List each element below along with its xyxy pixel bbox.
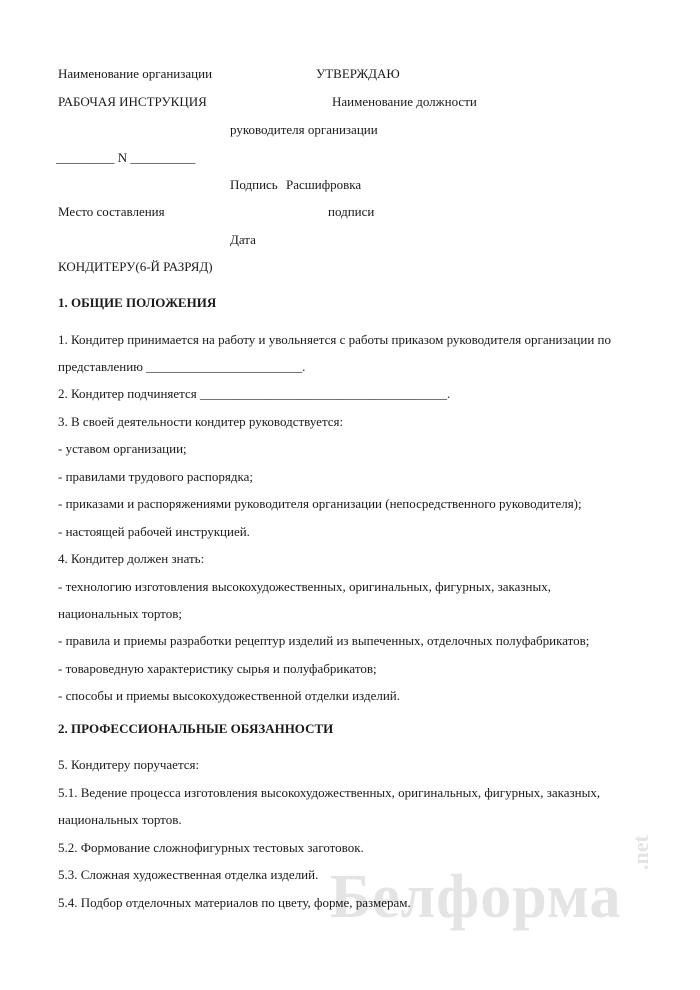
paragraph-line: 5. Кондитеру поручается: [58, 757, 200, 772]
number-line: _________ N __________ [56, 150, 196, 165]
list-item: - приказами и распоряжениями руководителя организации (непосредственного руководителя); [58, 496, 582, 511]
doc-type: РАБОЧАЯ ИНСТРУКЦИЯ [58, 94, 207, 109]
list-item: - технологию изготовления высокохудожественных, оригинальных, фигурных, заказных, [58, 579, 551, 594]
paragraph-line: 5.3. Сложная художественная отделка изделий. [58, 867, 319, 882]
paragraph-line: представлению ________________________. [58, 359, 306, 374]
paragraph-line: 5.1. Ведение процесса изготовления высокохудожественных, оригинальных, фигурных, заказных, [58, 785, 601, 800]
approve-label: УТВЕРЖДАЮ [316, 66, 400, 81]
list-item: - правила и приемы разработки рецептур изделий из выпеченных, отделочных полуфабрикатов; [58, 633, 590, 648]
date-label: Дата [230, 232, 256, 247]
paragraph-line: 3. В своей деятельности кондитер руководствуется: [58, 414, 344, 429]
list-item: национальных тортов; [58, 606, 182, 621]
list-item: - настоящей рабочей инструкцией. [58, 524, 250, 539]
list-item: - способы и приемы высокохудожественной отделки изделий. [58, 688, 400, 703]
list-item: - правилами трудового распорядка; [58, 469, 253, 484]
list-item: - уставом организации; [58, 441, 187, 456]
paragraph-line: 2. Кондитер подчиняется ______________________________________. [58, 386, 451, 401]
paragraph-line: 5.4. Подбор отделочных материалов по цвету, форме, размерам. [58, 895, 411, 910]
head-of-org: руководителя организации [230, 122, 378, 137]
watermark-text: Белформа [330, 863, 622, 931]
paragraph-line: 5.2. Формование сложнофигурных тестовых заготовок. [58, 840, 364, 855]
section-heading: 2. ПРОФЕССИОНАЛЬНЫЕ ОБЯЗАННОСТИ [58, 721, 334, 736]
place-label: Место составления [58, 204, 165, 219]
decoding-label: Расшифровка [286, 177, 362, 192]
document-subject: КОНДИТЕРУ(6-Й РАЗРЯД) [58, 259, 213, 274]
position-name-label: Наименование должности [332, 94, 477, 109]
section-heading: 1. ОБЩИЕ ПОЛОЖЕНИЯ [58, 295, 217, 310]
list-item: - товароведную характеристику сырья и полуфабрикатов; [58, 661, 377, 676]
paragraph-line: 1. Кондитер принимается на работу и увольняется с работы приказом руководителя организации по [58, 332, 611, 347]
org-name-label: Наименование организации [58, 66, 213, 81]
watermark-suffix: .net [628, 835, 653, 870]
paragraph-line: 4. Кондитер должен знать: [58, 551, 205, 566]
signature-label: Подпись [230, 177, 278, 192]
paragraph-line: национальных тортов. [58, 812, 182, 827]
signature-sub: подписи [328, 204, 375, 219]
